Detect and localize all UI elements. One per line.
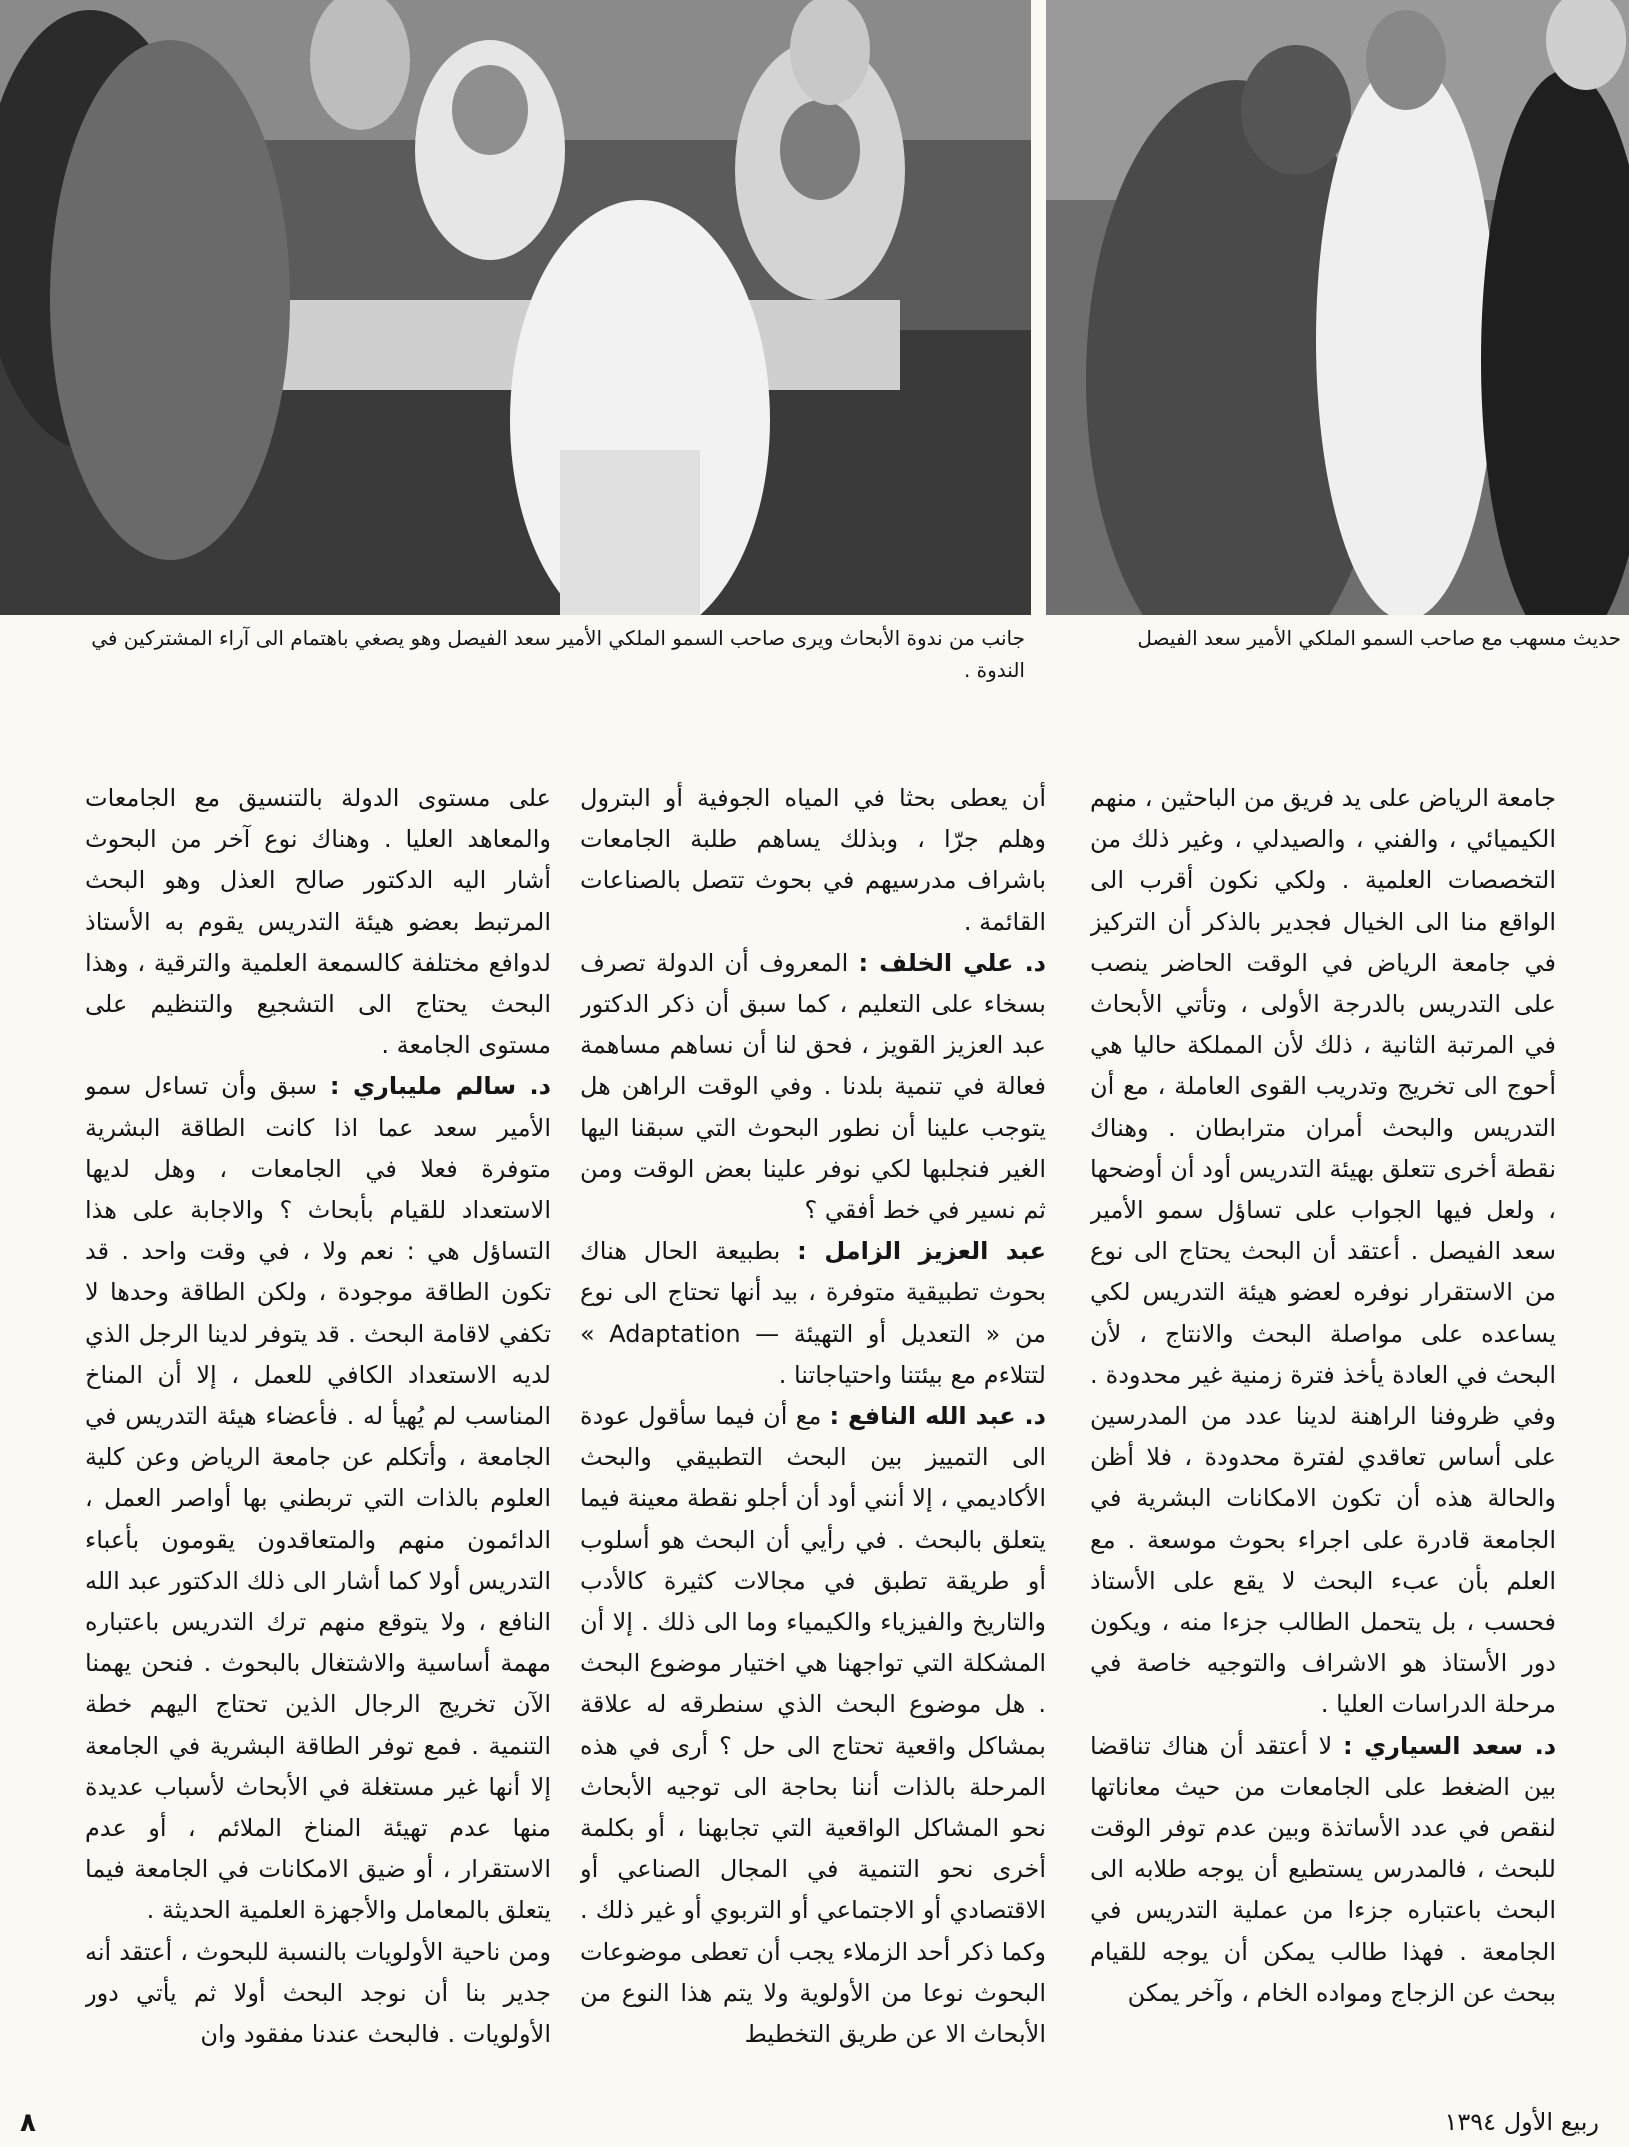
article-column-middle [580,778,1046,2118]
paragraph-text: جامعة الرياض على يد فريق من الباحثين ، منهم الكيميائي ، والفني ، والصيدلي ، وغير ذلك من التخصصات العلمية . ولكي نكون أقرب الى الواقع منا الى الخيال فجدير بالذكر أن التركيز في جامعة الرياض في الوقت الحاضر ينصب على التدريس بالدرجة الأولى ، وتأتي الأبحاث في المرتبة الثانية ، ذلك لأن المملكة حاليا هي أحوج الى تخريج وتدريب القوى العاملة ، مع أن التدريس والبحث أمران مترابطان . وهناك نقطة أخرى تتعلق بهيئة التدريس أود أن أوضحها ، ولعل فيها الجواب على تساؤل سمو الأمير سعد الفيصل . أعتقد أن البحث يحتاج الى نوع من الاستقرار نوفره لعضو هيئة التدريس لكي يساعده على مواصلة البحث والانتاج ، لأن البحث في العادة يأخذ فترة زمنية غير محدودة . وفي ظروفنا الراهنة لدينا عدد من المدرسين على أساس تعاقدي لفترة محدودة ، فلا أظن والحالة هذه أن تكون الامكانات البشرية في الجامعة قادرة على اجراء بحوث موسعة . مع العلم بأن عبء البحث لا يقع على الأستاذ فحسب ، بل يتحمل الطالب جزءا منه ، ويكون دور الأستاذ هو الاشراف والتوجيه خاصة في مرحلة الدراسات العليا . [1090,784,1556,1719]
speaker-name: د. علي الخلف : [858,948,1046,977]
speaker-name: د. سالم مليباري : [329,1072,551,1101]
paragraph [85,1932,551,2056]
left-photo-caption: جانب من ندوة الأبحاث ويرى صاحب السمو الملكي الأمير سعد الفيصل وهو يصغي باهتمام الى آراء المشتركين في الندوة . [91,626,1025,682]
paragraph-text: على مستوى الدولة بالتنسيق مع الجامعات والمعاهد العليا . وهناك نوع آخر من البحوث أشار اليه الدكتور صالح العذل وهو البحث المرتبط بعضو هيئة التدريس يقوم به الأستاذ لدوافع مختلفة كالسمعة العلمية والترقية ، وهذا البحث يحتاج الى التشجيع والتنظيم على مستوى الجامعة . [85,784,551,1060]
issue-date: ربيع الأول ١٣٩٤ [1444,2108,1599,2136]
paragraph [580,943,1046,1231]
paragraph-text: بطبيعة الحال هناك بحوث تطبيقية متوفرة ، بيد أنها تحتاج الى نوع من « التعديل أو التهيئة — Adaptation » لتتلاءم مع بيئتنا واحتياجاتنا . [580,1237,1046,1389]
right-photo-caption: حديث مسهب مع صاحب السمو الملكي الأمير سعد الفيصل [1137,626,1621,650]
conversation-photo [1046,0,1629,615]
paragraph-text: مع أن فيما سأقول عودة الى التمييز بين البحث التطبيقي والبحث الأكاديمي ، إلا أنني أود أن أجلو نقطة معينة فيما يتعلق بالبحث . في رأيي أن البحث هو أسلوب أو طريقة تطبق في مجالات كثيرة كالأدب والتاريخ والفيزياء والكيمياء وما الى ذلك . إلا أن المشكلة التي تواجهنا هي اختيار موضوع البحث . هل موضوع البحث الذي سنطرقه له علاقة بمشاكل واقعية تحتاج الى حل ؟ أرى في هذه المرحلة بالذات أننا بحاجة الى توجيه الأبحاث نحو المشاكل الواقعية التي تجابهنا ، أو بكلمة أخرى نحو التنمية في المجال الصناعي أو الاقتصادي أو الاجتماعي أو التربوي أو غير ذلك . وكما ذكر أحد الزملاء يجب أن تعطى موضوعات البحوث نوعا من الأولوية ولا يتم هذا النوع من الأبحاث الا عن طريق التخطيط [580,1402,1046,2049]
paragraph-text: لا أعتقد أن هناك تناقضا بين الضغط على الجامعات من حيث معاناتها لنقص في عدد الأساتذة وبين عدم توفر الوقت للبحث ، فالمدرس يستطيع أن يوجه طلابه الى البحث باعتباره جزءا من عملية التدريس في الجامعة . فهذا طالب يمكن أن يوجه للقيام ببحث عن الزجاج ومواده الخام ، وآخر يمكن [1090,1731,1556,2007]
paragraph [85,778,551,1066]
seminar-photo [0,0,1031,615]
paragraph-text: أن يعطى بحثا في المياه الجوفية أو البترول وهلم جرّا ، وبذلك يساهم طلبة الجامعات باشراف مدرسيهم في بحوث تتصل بالصناعات القائمة . [580,784,1046,936]
speaker-name: د. سعد السياري : [1342,1731,1556,1760]
paragraph-text: سبق وأن تساءل سمو الأمير سعد عما اذا كانت الطاقة البشرية متوفرة فعلا في الجامعات ، وهل لديها الاستعداد للقيام بأبحاث ؟ والاجابة على هذا التساؤل هي : نعم ولا ، في وقت واحد . قد تكون الطاقة موجودة ، ولكن الطاقة وحدها لا تكفي لاقامة البحث . قد يتوفر لدينا الرجل الذي لديه الاستعداد الكافي للعمل ، إلا أن المناخ المناسب لم يُهيأ له . فأعضاء هيئة التدريس في الجامعة ، وأتكلم عن جامعة الرياض وعن كلية العلوم بالذات التي تربطني بها أواصر العمل ، الدائمون منهم والمتعاقدون يقومون بأعباء التدريس أولا كما أشار الى ذلك الدكتور عبد الله النافع ، ولا يتوقع منهم ترك التدريس باعتباره مهمة أساسية والاشتغال بالبحوث . فنحن يهمنا الآن تخريج الرجال الذين تحتاج اليهم خطة التنمية . فمع توفر الطاقة البشرية في الجامعة إلا أنها غير مستغلة في الأبحاث لأسباب عديدة منها عدم تهيئة المناخ الملائم ، أو عدم الاستقرار ، أو ضيق الامكانات في الجامعة فيما يتعلق بالمعامل والأجهزة العلمية الحديثة . [85,1072,551,1925]
article-column-left [85,778,551,2118]
paragraph [85,1066,551,1931]
page-number: ٨ [20,2108,36,2138]
speaker-name: عبد العزيز الزامل : [797,1237,1046,1266]
group-meeting-photo-icon [0,0,1031,615]
speaker-name: د. عبد الله النافع : [829,1402,1046,1431]
paragraph [1090,1726,1556,2014]
paragraph [580,1396,1046,2055]
paragraph-text: المعروف أن الدولة تصرف بسخاء على التعليم ، كما سبق أن ذكر الدكتور عبد العزيز القويز ، فحق لنا أن نساهم مساهمة فعالة في تنمية بلدنا . وفي الوقت الراهن هل يتوجب علينا أن نطور البحوث التي سبقنا اليها الغير فنجلبها لكي نوفر علينا بعض الوقت ومن ثم نسير في خط أفقي ؟ [580,948,1046,1225]
paragraph-text: ومن ناحية الأولويات بالنسبة للبحوث ، أعتقد أنه جدير بنا أن نوجد البحث أولا ثم يأتي دور الأولويات . فالبحث عندنا مفقود وان [85,1937,551,2049]
paragraph [580,778,1046,943]
paragraph [1090,778,1556,1726]
paragraph [580,1231,1046,1396]
article-column-right [1090,778,1556,2118]
conversation-photo-icon [1046,0,1629,615]
